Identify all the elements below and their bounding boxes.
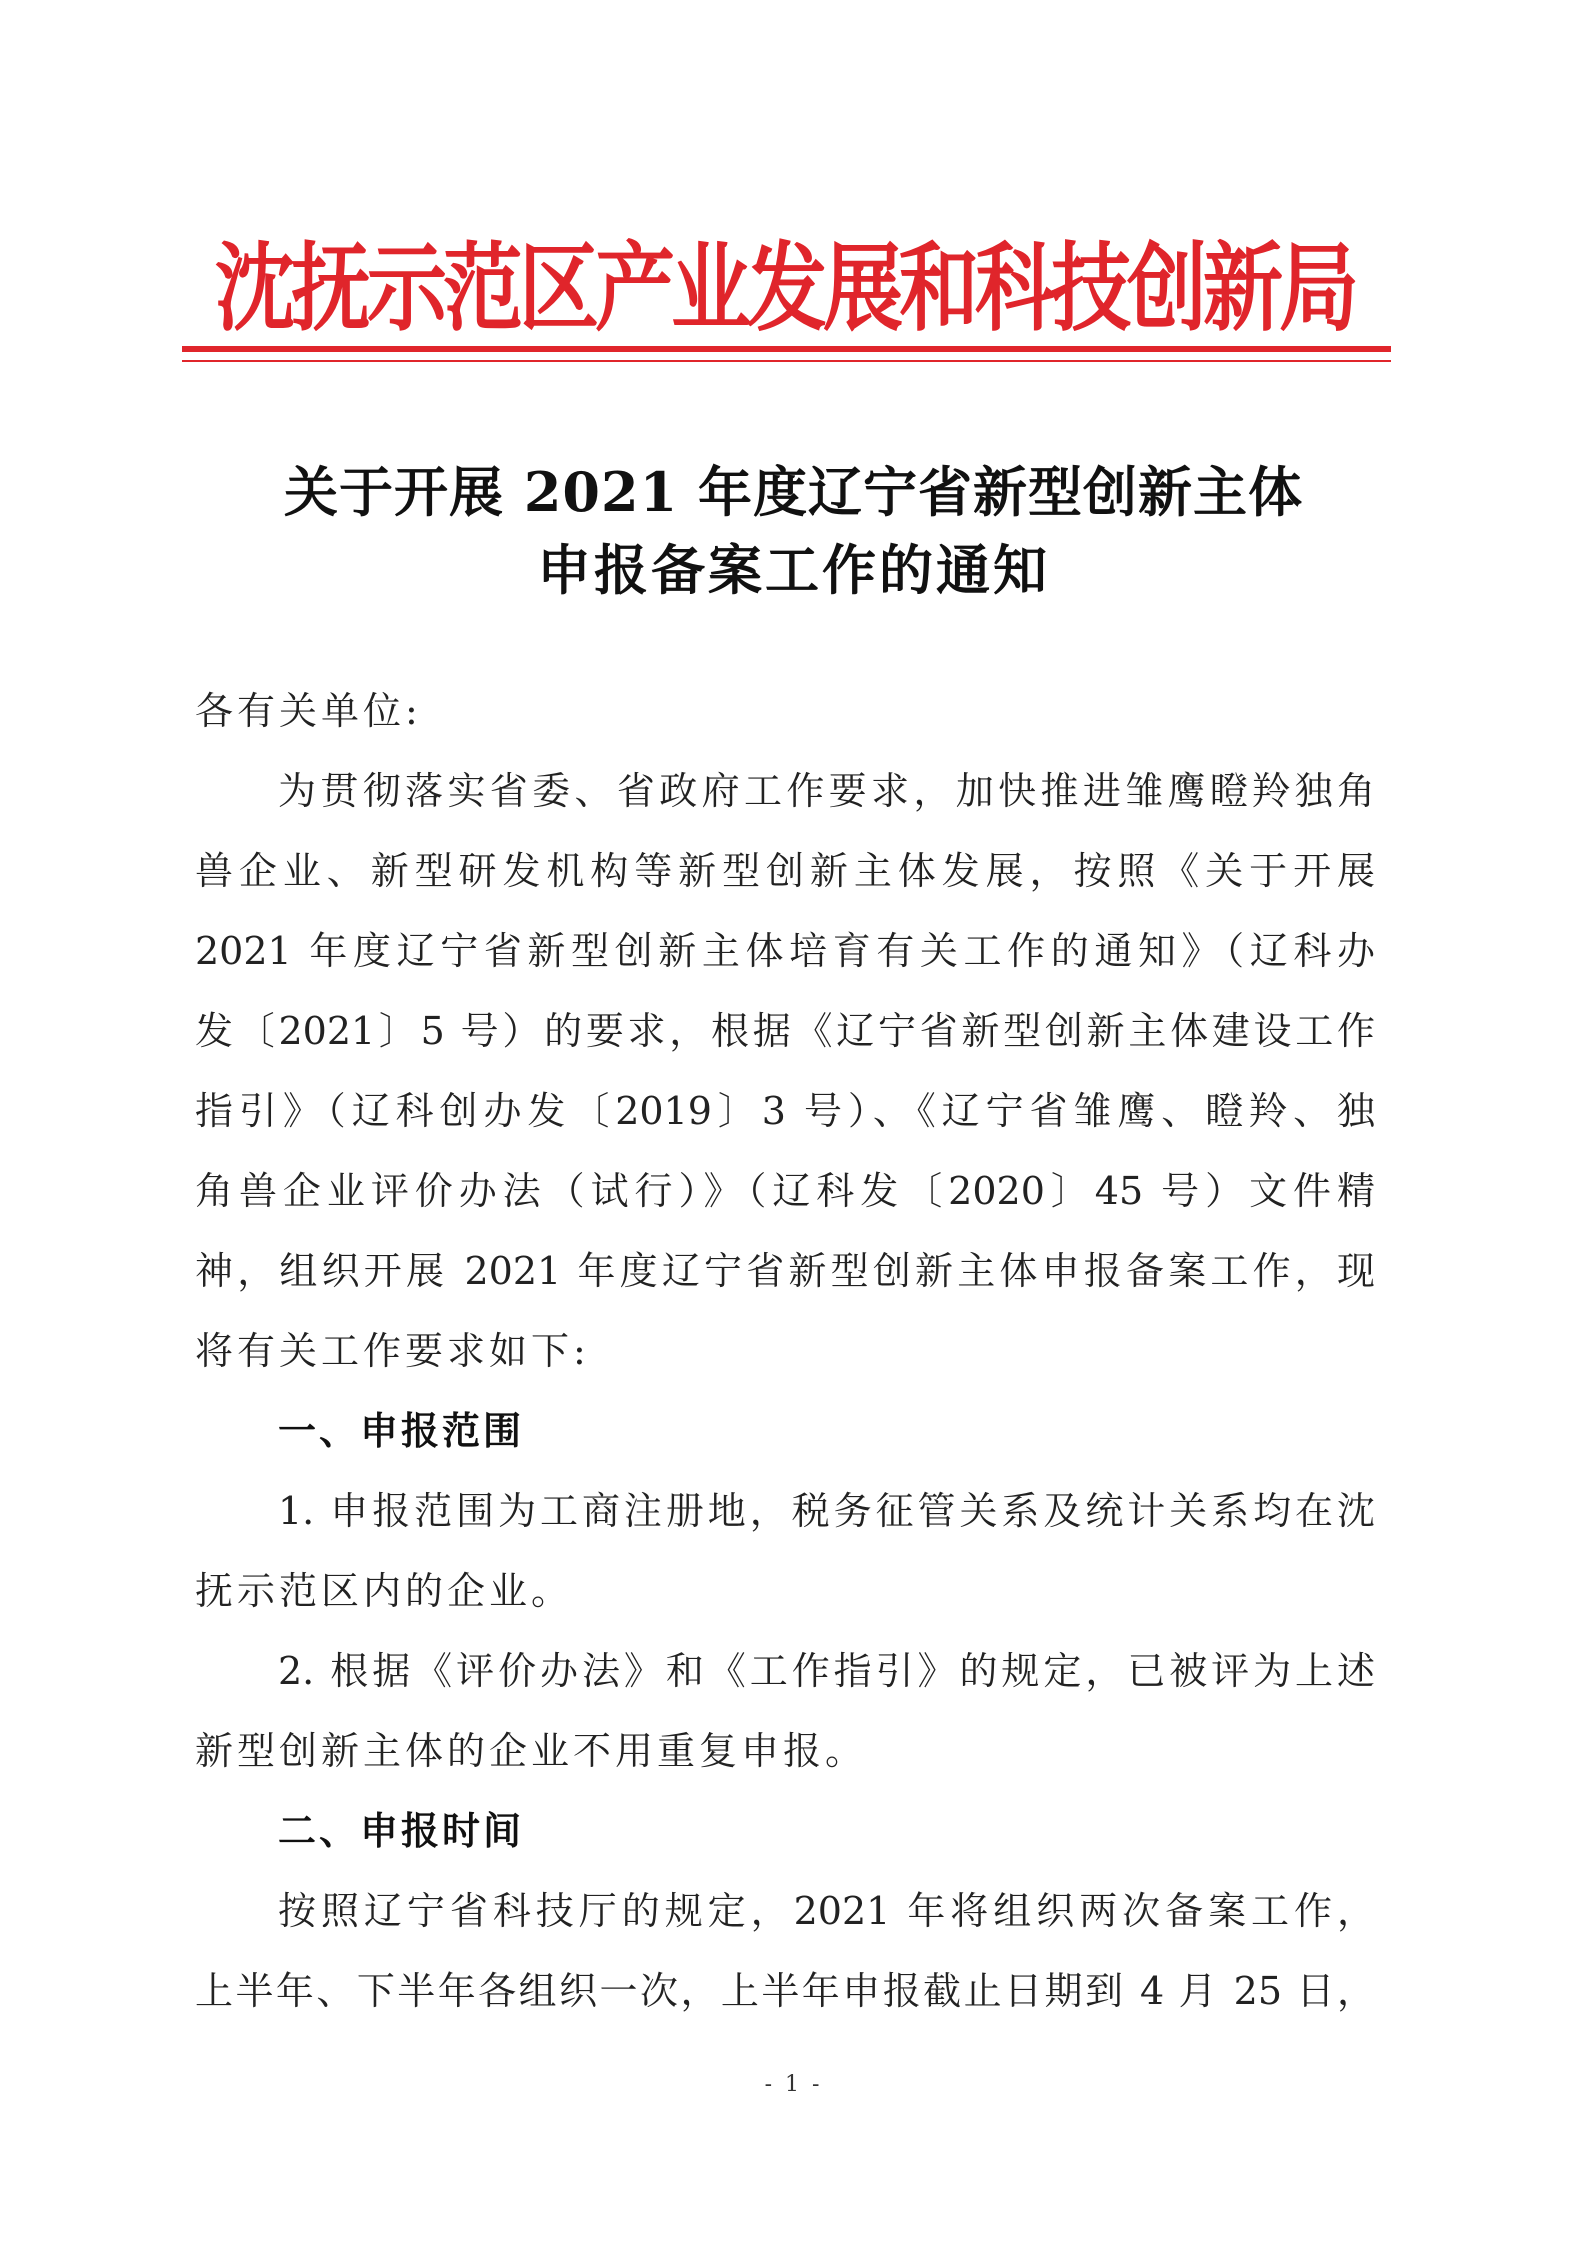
section-1-heading: 一、申报范围 [278,1409,525,1453]
section-2-body-line: 上半年、下半年各组织一次，上半年申报截止日期到 4 月 25 日， [195,1969,1375,2013]
salutation: 各有关单位: [195,689,422,733]
section-2-heading: 二、申报时间 [278,1809,525,1853]
page-number: - 1 - [764,2072,823,2097]
section-1-item-1-line: 1. 申报范围为工商注册地，税务征管关系及统计关系均在沈 [278,1489,1375,1533]
intro-line: 角兽企业评价办法（试行）》（辽科发〔2020〕45 号）文件精 [195,1169,1375,1213]
intro-line: 兽企业、新型研发机构等新型创新主体发展，按照《关于开展 [195,849,1375,893]
intro-line: 神，组织开展 2021 年度辽宁省新型创新主体申报备案工作，现 [195,1249,1375,1293]
letterhead-rule-thick [182,346,1391,352]
section-2-body-line: 按照辽宁省科技厅的规定，2021 年将组织两次备案工作， [278,1889,1375,1933]
letterhead-rule-thin [182,360,1391,362]
section-1-item-2-line: 2. 根据《评价办法》和《工作指引》的规定，已被评为上述 [278,1649,1375,1693]
section-1-item-1-line: 抚示范区内的企业。 [195,1569,574,1613]
letterhead-issuer: 沈抚示范区产业发展和科技创新局 [215,231,1355,345]
notice-title-line-1: 关于开展 2021 年度辽宁省新型创新主体 [284,460,1303,524]
section-1-item-2-line: 新型创新主体的企业不用重复申报。 [195,1729,868,1773]
notice-title-line-2: 申报备案工作的通知 [537,538,1050,602]
intro-line: 将有关工作要求如下: [195,1329,590,1373]
intro-line: 2021 年度辽宁省新型创新主体培育有关工作的通知》（辽科办 [195,929,1375,973]
intro-line: 发〔2021〕5 号）的要求，根据《辽宁省新型创新主体建设工作 [195,1009,1375,1053]
intro-line: 指引》（辽科创办发〔2019〕3 号）、《辽宁省雏鹰、瞪羚、独 [195,1089,1375,1133]
intro-line: 为贯彻落实省委、省政府工作要求，加快推进雏鹰瞪羚独角 [278,769,1375,813]
